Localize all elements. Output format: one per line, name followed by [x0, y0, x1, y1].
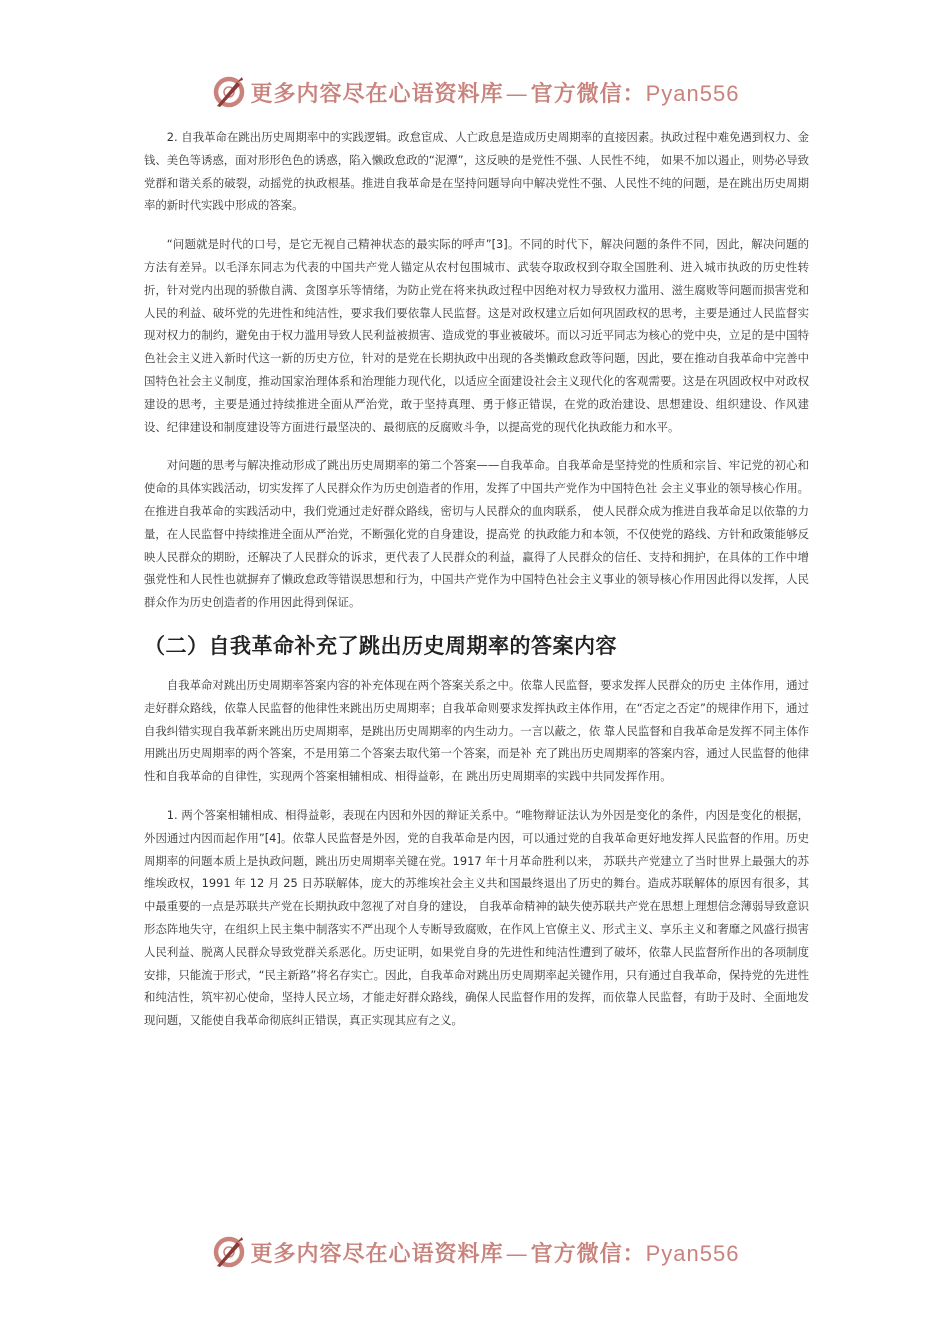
section-heading: （二）自我革命补充了跳出历史周期率的答案内容	[144, 633, 617, 658]
quill-pen-logo-icon	[211, 74, 247, 110]
banner-separator: —	[505, 81, 529, 107]
banner-contact-id: Pyan556	[645, 80, 740, 106]
banner-contact-id: Pyan556	[645, 1240, 740, 1266]
document-body	[144, 126, 809, 1048]
paragraph-answer-supplement: 自我革命对跳出历史周期率答案内容的补充体现在两个答案关系之中。依靠人民监督，要求发挥人民群众的历史 主体作用，通过走好群众路线，依靠人民监督的他律性来跳出历史周期率；自我革命则要求发挥执政主体作用，在“否定之否定”的规律作用下，通过自我纠错实现自我革新来跳出历史周期率，是跳出历史周期率的内生动力。一言以蔽之，依 靠人民监督和自我革命是发挥不同主体作用跳出历史周期率的两个答案，不是用第二个答案去取代第一个答案，而是补 充了跳出历史周期率的答案内容，通过人民监督的他律性和自我革命的自律性，实现两个答案相辅相成、相得益彰，在 跳出历史周期率的实践中共同发挥作用。	[144, 677, 809, 784]
banner-contact-label: 官方微信：	[530, 80, 646, 107]
quill-pen-logo-icon	[211, 1234, 247, 1270]
banner-title: 更多内容尽在心语资料库	[250, 80, 504, 107]
paragraph-practice-logic: 2. 自我革命在跳出历史周期率中的实践逻辑。政怠宦成、人亡政息是造成历史周期率的直接因素。执政过程中难免遇到权力、金钱、美色等诱惑，面对形形色色的诱惑，陷入懒政怠政的“泥潭”，这反映的是党性不强、人民性不纯， 如果不加以遏止，则势必导致党群和谐关系的破裂，动摇党的执政根基。推进自我革命是在坚持问题导向中解决党性不强、人民性不纯的问题，是在跳出历史周期率的新时代实践中形成的答案。	[144, 130, 809, 213]
banner-contact-label: 官方微信：	[530, 1240, 646, 1267]
top-banner	[0, 72, 950, 112]
paragraph-internal-external: 1. 两个答案相辅相成、相得益彰，表现在内因和外因的辩证关系中。“唯物辩证法认为外因是变化的条件，内因是变化的根据，外因通过内因而起作用”[4]。依靠人民监督是外因，党的自我革命是内因，可以通过党的自我革命更好地发挥人民监督的作用。历史周期率的问题本质上是执政问题，跳出历史周期率关键在党。1917 年十月革命胜利以来， 苏联共产党建立了当时世界上最强大的苏维埃政权，1991 年 12 月 25 日苏联解体，庞大的苏维埃社会主义共和国最终退出了历史的舞台。造成苏联解体的原因有很多，其中最重要的一点是苏联共产党在长期执政中忽视了对自身的建设， 自我革命精神的缺失使苏联共产党在思想上理想信念薄弱导致意识形态阵地失守，在组织上民主集中制落实不严出现个人专断导致腐败，在作风上官僚主义、形式主义、享乐主义和奢靡之风盛行损害人民利益、脱离人民群众导致党群关系恶化。历史证明，如果党自身的先进性和纯洁性遭到了破坏，依靠人民监督所作出的各项制度安排，只能流于形式，“民主新路”将名存实亡。因此，自我革命对跳出历史周期率起关键作用，只有通过自我革命，保持党的先进性和纯洁性，筑牢初心使命，坚持人民立场，才能走好群众路线，确保人民监督作用的发挥，而依靠人民监督，有助于及时、全面地发现问题，又能使自我革命彻底纠正错误，真正实现其应有之义。	[144, 807, 809, 1028]
paragraph-second-answer: 对问题的思考与解决推动形成了跳出历史周期率的第二个答案——自我革命。自我革命是坚持党的性质和宗旨、牢记党的初心和使命的具体实践活动，切实发挥了人民群众作为历史创造者的作用，发挥了中国共产党作为中国特色社 会主义事业的领导核心作用。在推进自我革命的实践活动中，我们党通过走好群众路线，密切与人民群众的血肉联系， 使人民群众成为推进自我革命足以依靠的力量，在人民监督中持续推进全面从严治党，不断强化党的自身建设，提高党 的执政能力和本领，不仅使党的路线、方针和政策能够反映人民群众的期盼，还解决了人民群众的诉求，更代表了人民群众的利益，赢得了人民群众的信任、支持和拥护，在具体的工作中增强党性和人民性也就摒弃了懒政怠政等错误思想和行为，中国共产党作为中国特色社会主义事业的领导核心作用因此得以发挥，人民群众作为历史创造者的作用因此得到保证。	[144, 458, 809, 610]
banner-title: 更多内容尽在心语资料库	[250, 1240, 504, 1267]
paragraph-problem-slogan: “问题就是时代的口号，是它无视自己精神状态的最实际的呼声”[3]。不同的时代下，解决问题的条件不同，因此，解决问题的方法有差异。以毛泽东同志为代表的中国共产党人锚定从农村包围城市、武装夺取政权到夺取全国胜利、进入城市执政的历史性转折，针对党内出现的骄傲自满、贪图享乐等情绪，为防止党在将来执政过程中因绝对权力导致权力滥用、滋生腐败等问题而损害党和人民的利益、破坏党的先进性和纯洁性，要求我们要依靠人民监督。这是对政权建立后如何巩固政权的思考，主要是通过人民监督实现对权力的制约，避免由于权力滥用导致人民利益被损害、造成党的事业被破坏。而以习近平同志为核心的党中央，立足的是中国特色社会主义进入新时代这一新的历史方位，针对的是党在长期执政中出现的各类懒政怠政等问题，因此，要在推动自我革命中完善中国特色社会主义制度，推动国家治理体系和治理能力现代化，以适应全面建设社会主义现代化的客观需要。这是在巩固政权中对政权建设的思考，主要是通过持续推进全面从严治党，敢于坚持真理、勇于修正错误，在党的政治建设、思想建设、组织建设、作风建设、纪律建设和制度建设等方面进行最坚决的、最彻底的反腐败斗争，以提高党的现代化执政能力和水平。	[144, 237, 809, 434]
bottom-banner	[0, 1232, 950, 1272]
banner-separator: —	[505, 1241, 529, 1267]
